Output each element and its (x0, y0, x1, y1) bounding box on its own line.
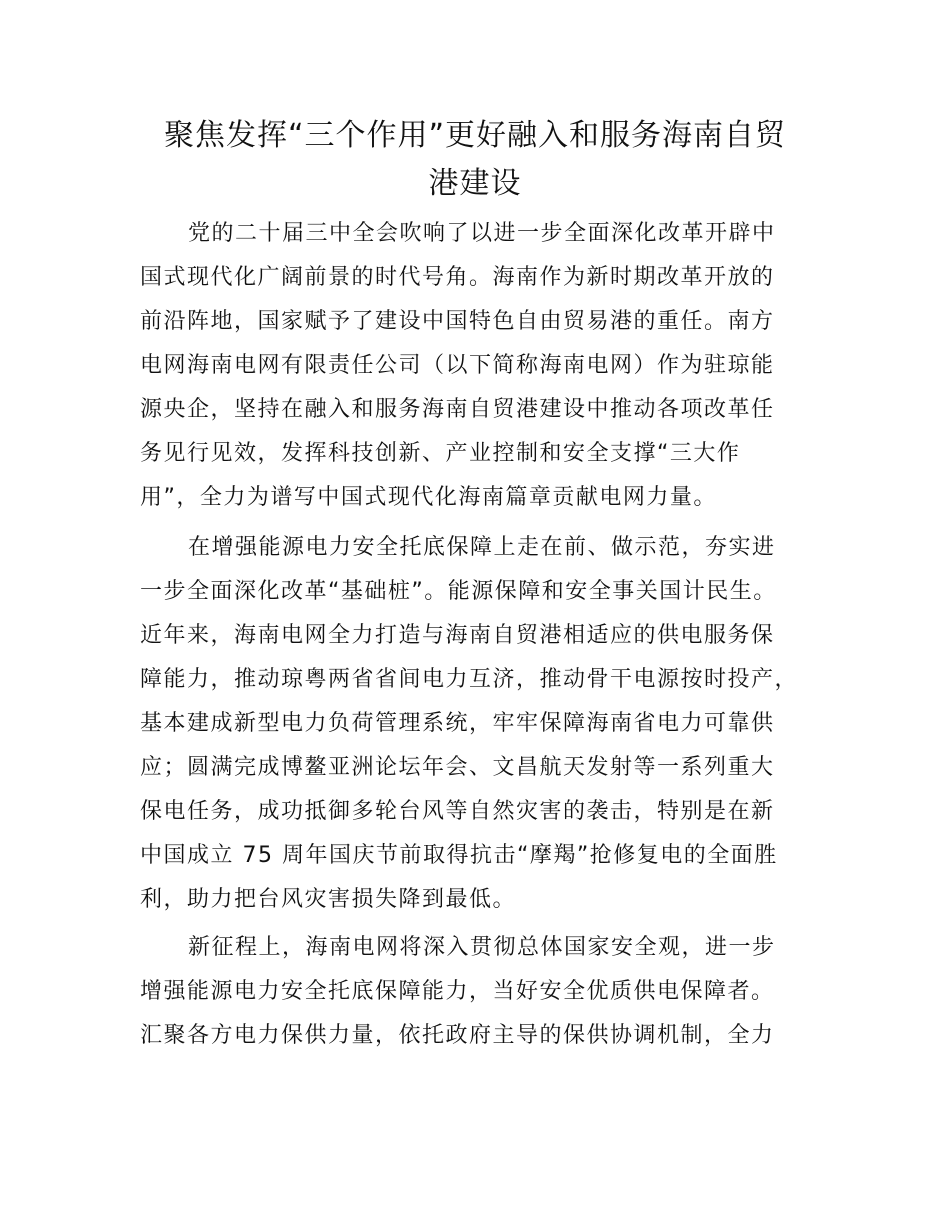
paragraph-line: 电网海南电网有限责任公司（以下简称海南电网）作为驻琼能 (140, 353, 775, 378)
paragraph-line: 党的二十届三中全会吹响了以进一步全面深化改革开辟中 (188, 221, 776, 246)
paragraph-line: 国式现代化广阔前景的时代号角。海南作为新时期改革开放的 (140, 265, 775, 290)
paragraph-line: 前沿阵地，国家赋予了建设中国特色自由贸易港的重任。南方 (140, 309, 775, 334)
paragraph-line: 中国成立 75 周年国庆节前取得抗击“摩羯”抢修复电的全面胜 (140, 843, 778, 868)
document-title (140, 112, 810, 208)
title-line: 聚焦发挥“三个作用”更好融入和服务海南自贸 (163, 118, 787, 153)
paragraph-line: 障能力，推动琼粤两省省间电力互济，推动骨干电源按时投产， (140, 667, 799, 692)
paragraph-line: 新征程上，海南电网将深入贯彻总体国家安全观，进一步 (188, 935, 776, 960)
paragraph-line: 应；圆满完成博鳌亚洲论坛年会、文昌航天发射等一系列重大 (140, 755, 775, 780)
paragraph-intro (140, 212, 820, 520)
paragraph-line: 基本建成新型电力负荷管理系统，牢牢保障海南省电力可靠供 (140, 711, 775, 736)
paragraph-line: 保电任务，成功抵御多轮台风等自然灾害的袭击，特别是在新 (140, 799, 775, 824)
paragraph-new-journey (140, 926, 820, 1058)
paragraph-line: 源央企，坚持在融入和服务海南自贸港建设中推动各项改革任 (140, 397, 775, 422)
paragraph-energy-security (140, 526, 820, 922)
paragraph-line: 务见行见效，发挥科技创新、产业控制和安全支撑“三大作 (140, 441, 741, 466)
paragraph-line: 汇聚各方电力保供力量，依托政府主导的保供协调机制，全力 (140, 1023, 775, 1048)
paragraph-line: 增强能源电力安全托底保障能力，当好安全优质供电保障者。 (140, 979, 775, 1004)
paragraph-line: 一步全面深化改革“基础桩”。能源保障和安全事关国计民生。 (140, 579, 777, 604)
paragraph-line: 在增强能源电力安全托底保障上走在前、做示范，夯实进 (188, 535, 776, 560)
paragraph-line: 近年来，海南电网全力打造与海南自贸港相适应的供电服务保 (140, 623, 775, 648)
paragraph-line: 用”，全力为谱写中国式现代化海南篇章贡献电网力量。 (140, 485, 717, 510)
paragraph-line: 利，助力把台风灾害损失降到最低。 (140, 887, 517, 912)
title-line: 港建设 (428, 166, 522, 201)
